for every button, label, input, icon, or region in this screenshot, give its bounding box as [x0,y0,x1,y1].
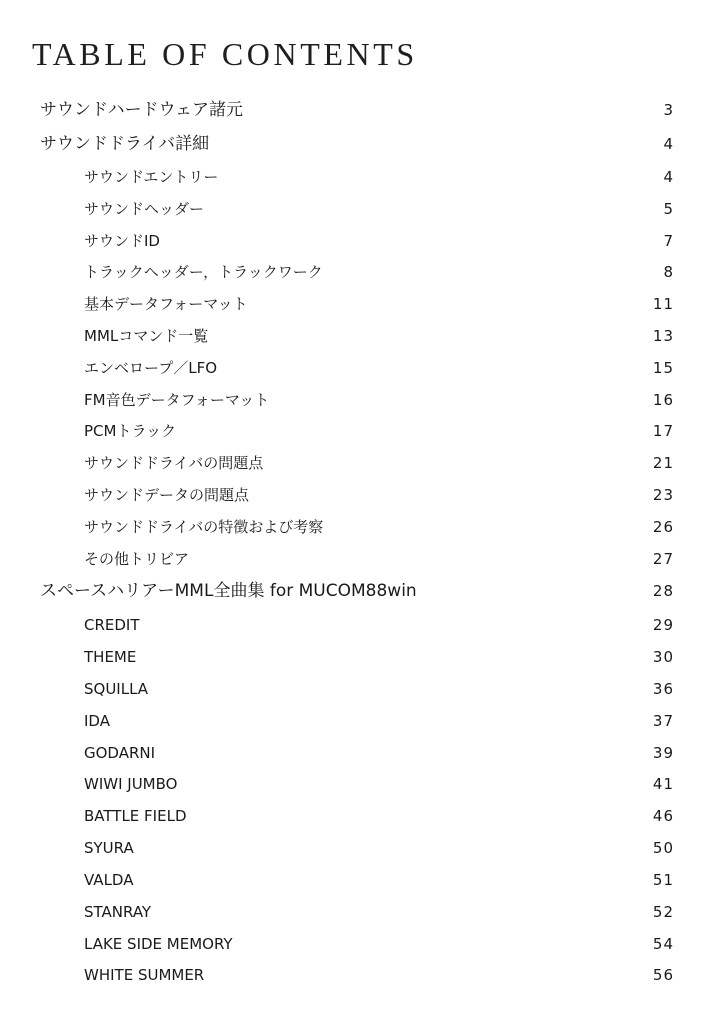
toc-entry-label: WHITE SUMMER [84,966,205,984]
toc-page-number: 17 [652,422,674,440]
toc-page-number: 15 [652,359,674,377]
toc-entry-label: CREDIT [84,616,140,634]
toc-entry-label: THEME [84,648,137,666]
toc-entry-label: サウンドID [84,232,160,250]
toc-page-number: 28 [652,582,674,600]
toc-entry-label: トラックヘッダー，トラックワーク [84,263,323,281]
toc-page-number: 46 [652,807,674,825]
toc-section [0,131,726,157]
toc-section [0,97,726,123]
toc-subsection [0,418,726,444]
toc-entry-label: LAKE SIDE MEMORY [84,935,233,953]
toc-entry-label: GODARNI [84,744,156,762]
toc-page-number: 16 [652,391,674,409]
toc-subsection [0,771,726,797]
toc-entry-label: サウンドドライバ詳細 [40,134,210,154]
toc-page-number: 51 [652,871,674,889]
toc-subsection [0,259,726,285]
toc-page-number: 54 [652,935,674,953]
toc-subsection [0,450,726,476]
toc-subsection [0,931,726,957]
toc-entry-label: サウンドドライバの特徴および考察 [84,518,324,536]
toc-page-number: 8 [663,263,674,281]
toc-entry-label: SQUILLA [84,680,149,698]
toc-subsection [0,387,726,413]
toc-subsection [0,164,726,190]
toc-subsection [0,899,726,925]
toc-page-number: 36 [652,680,674,698]
toc-subsection [0,962,726,988]
toc-page-number: 37 [652,712,674,730]
toc-entry-label: 基本データフォーマット [84,295,248,313]
toc-subsection [0,514,726,540]
toc-entry-label: サウンドデータの問題点 [84,486,250,504]
toc-subsection [0,228,726,254]
toc-page-number: 56 [652,966,674,984]
toc-page-number: 11 [652,295,674,313]
toc-entry-label: IDA [84,712,110,730]
toc-page-number: 23 [652,486,674,504]
toc-page-number: 41 [652,775,674,793]
toc-subsection [0,644,726,670]
toc-page-number: 50 [652,839,674,857]
toc-page-number: 5 [663,200,674,218]
toc-page-number: 30 [652,648,674,666]
toc-subsection [0,676,726,702]
toc-entry-label: その他トリビア [84,550,190,568]
toc-entry-label: MMLコマンド一覧 [84,327,209,345]
toc-entry-label: FM音色データフォーマット [84,391,270,409]
toc-entry-label: WIWI JUMBO [84,775,178,793]
toc-subsection [0,740,726,766]
toc-entry-label: サウンドハードウェア諸元 [40,100,243,120]
toc-page-number: 27 [652,550,674,568]
toc-page-number: 4 [663,135,674,153]
toc-page-number: 4 [663,168,674,186]
toc-entry-label: サウンドヘッダー [84,200,205,218]
page-title: TABLE OF CONTENTS [32,36,418,72]
toc-subsection [0,867,726,893]
toc-page-number: 13 [652,327,674,345]
toc-entry-label: エンベロープ／LFO [84,359,218,377]
toc-page-number: 7 [663,232,674,250]
toc-subsection [0,291,726,317]
toc-page-number: 52 [652,903,674,921]
toc-entry-label: VALDA [84,871,134,889]
toc-entry-label: PCMトラック [84,422,177,440]
toc-subsection [0,708,726,734]
toc-subsection [0,835,726,861]
toc-entry-label: SYURA [84,839,134,857]
toc-subsection [0,355,726,381]
toc-entry-label: BATTLE FIELD [84,807,187,825]
toc-subsection [0,612,726,638]
toc-subsection [0,546,726,572]
toc-subsection [0,196,726,222]
toc-subsection [0,803,726,829]
toc-page-number: 39 [652,744,674,762]
toc-entry-label: サウンドドライバの問題点 [84,454,264,472]
toc-page-number: 29 [652,616,674,634]
toc-entry-label: サウンドエントリー [84,168,219,186]
toc-page-number: 26 [652,518,674,536]
toc-subsection [0,482,726,508]
toc-subsection [0,323,726,349]
toc-page-number: 3 [663,101,674,119]
toc-section [0,578,726,604]
toc-entry-label: STANRAY [84,903,152,921]
toc-entry-label: スペースハリアーMML全曲集 for MUCOM88win [40,581,417,601]
toc-page-number: 21 [652,454,674,472]
